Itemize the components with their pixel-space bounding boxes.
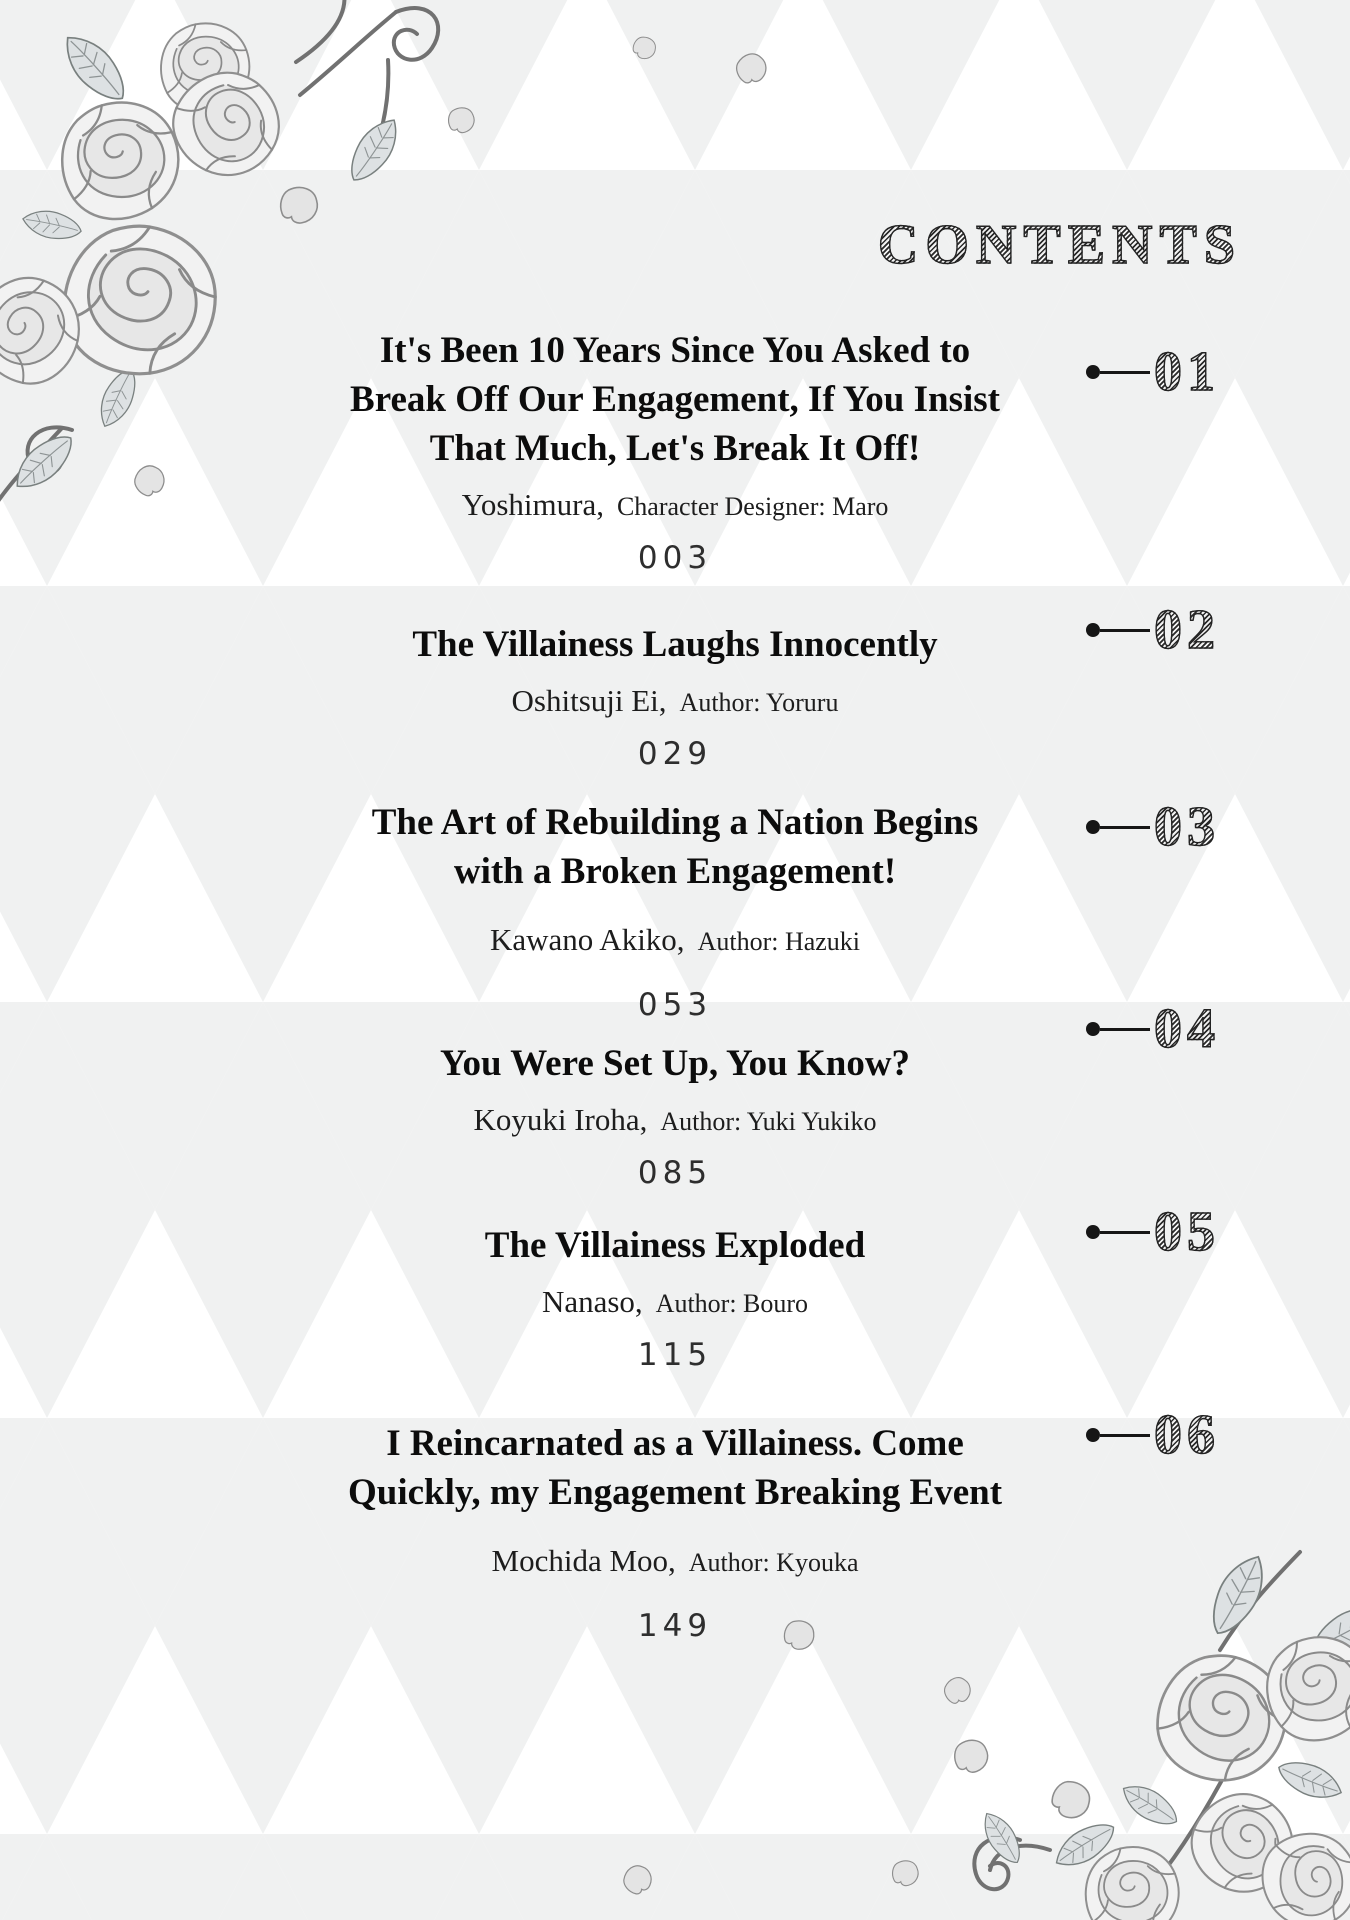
chapter-page-number: 149 — [637, 1608, 713, 1644]
chapter-dash-line — [1100, 371, 1150, 374]
chapter-bullet-icon — [1086, 365, 1100, 379]
chapter-credit — [0, 922, 1350, 964]
chapter-number-marker-01 — [1086, 341, 1220, 403]
chapter-credit — [0, 487, 1350, 529]
chapter-title-line: The Villainess Laughs Innocently — [412, 624, 938, 665]
chapter-title-line: The Art of Rebuilding a Nation Begins — [371, 802, 979, 843]
chapter-title-line: That Much, Let's Break It Off! — [429, 428, 921, 469]
chapter-number: 03 — [1154, 796, 1220, 858]
chapter-title-line: The Villainess Exploded — [484, 1225, 866, 1266]
chapter-title-line: Quickly, my Engagement Breaking Event — [347, 1472, 1003, 1513]
author-credit: Character Designer: Maro — [616, 492, 889, 521]
chapter-credit — [0, 1543, 1350, 1585]
chapter-page-number: 115 — [637, 1337, 713, 1373]
chapter-number-marker-02 — [1086, 599, 1220, 661]
chapter-bullet-icon — [1086, 1225, 1100, 1239]
chapter-title-line: with a Broken Engagement! — [453, 851, 897, 892]
chapter-page-number: 085 — [637, 1155, 713, 1191]
chapter-credit — [0, 683, 1350, 725]
chapter-number: 04 — [1154, 998, 1220, 1060]
artist-name: Mochida Moo, — [491, 1543, 676, 1578]
author-credit: Author: Yoruru — [679, 688, 839, 717]
chapter-dash-line — [1100, 1028, 1150, 1031]
chapter-bullet-icon — [1086, 1428, 1100, 1442]
chapter-bullet-icon — [1086, 820, 1100, 834]
author-credit: Author: Kyouka — [688, 1548, 859, 1577]
chapter-title-line: You Were Set Up, You Know? — [439, 1043, 911, 1084]
chapter-dash-line — [1100, 826, 1150, 829]
chapter-number: 01 — [1154, 341, 1220, 403]
chapter-bullet-icon — [1086, 1022, 1100, 1036]
chapter-page-number: 053 — [637, 987, 713, 1023]
chapter-page-number: 003 — [637, 540, 713, 576]
chapter-title-line: I Reincarnated as a Villainess. Come — [386, 1423, 964, 1464]
chapter-dash-line — [1100, 1434, 1150, 1437]
author-credit: Author: Yuki Yukiko — [660, 1107, 877, 1136]
artist-name: Yoshimura, — [461, 487, 604, 522]
chapter-bullet-icon — [1086, 623, 1100, 637]
chapter-page-number: 029 — [637, 736, 713, 772]
page-title: CONTENTS — [877, 214, 1242, 276]
artist-name: Koyuki Iroha, — [473, 1102, 648, 1137]
author-credit: Author: Hazuki — [697, 927, 861, 956]
chapter-number: 05 — [1154, 1201, 1220, 1263]
chapter-credit — [0, 1102, 1350, 1144]
chapter-number: 06 — [1154, 1404, 1220, 1466]
chapter-title-line: It's Been 10 Years Since You Asked to — [379, 330, 971, 371]
chapter-dash-line — [1100, 629, 1150, 632]
chapter-entry-4 — [0, 1039, 1350, 1190]
artist-name: Nanaso, — [541, 1284, 643, 1319]
chapter-credit — [0, 1284, 1350, 1326]
chapter-title-line: Break Off Our Engagement, If You Insist — [350, 379, 1000, 420]
chapter-number-marker-05 — [1086, 1201, 1220, 1263]
artist-name: Kawano Akiko, — [489, 922, 685, 957]
chapter-number-marker-06 — [1086, 1404, 1220, 1466]
chapter-number: 02 — [1154, 599, 1220, 661]
author-credit: Author: Bouro — [655, 1289, 809, 1318]
chapter-number-marker-03 — [1086, 796, 1220, 858]
chapter-dash-line — [1100, 1231, 1150, 1234]
chapter-number-marker-04 — [1086, 998, 1220, 1060]
artist-name: Oshitsuji Ei, — [511, 683, 667, 718]
